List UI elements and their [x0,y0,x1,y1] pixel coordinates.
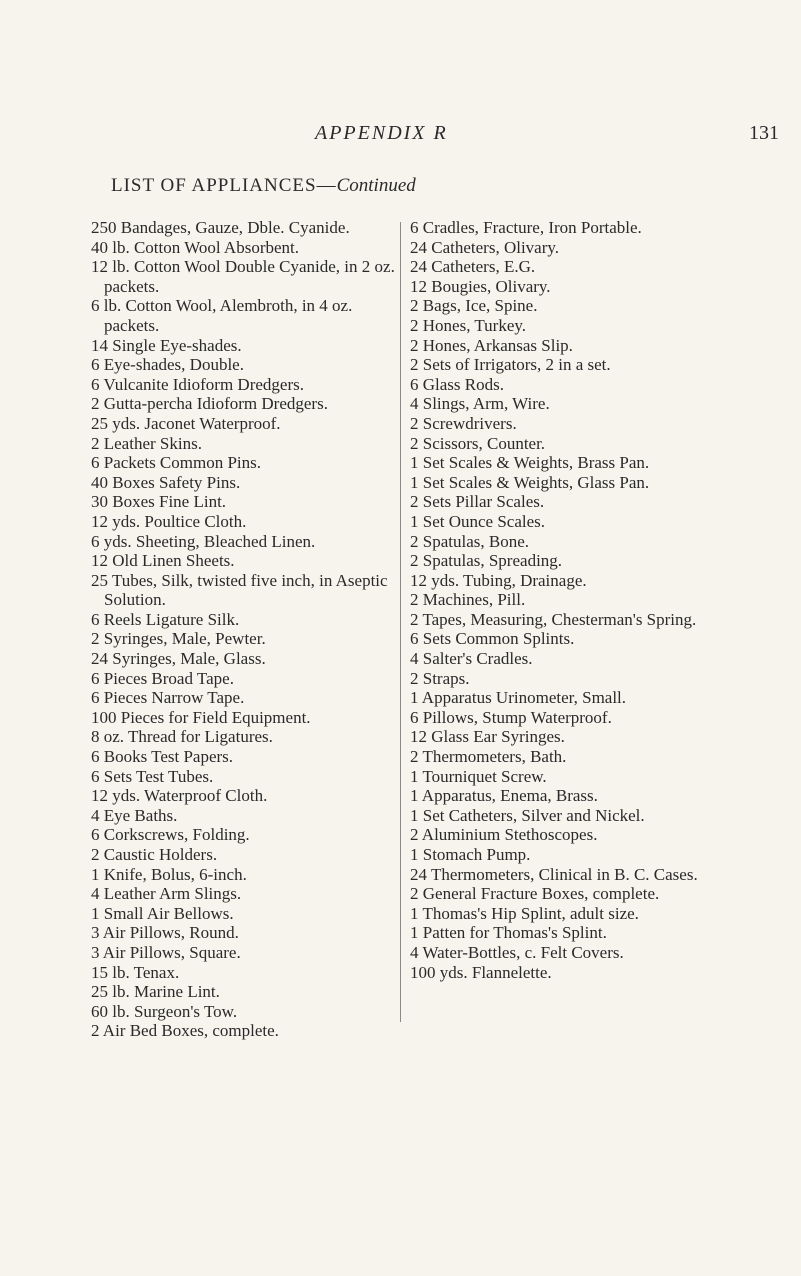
list-item: 2 Straps. [410,668,470,688]
list-item: 2 General Fracture Boxes, complete. [410,884,660,904]
list-item: 6 Reels Ligature Silk. [91,609,240,629]
list-item: 1 Set Catheters, Silver and Nickel. [410,805,645,825]
list-item: 8 oz. Thread for Ligatures. [91,727,273,747]
list-title [111,175,416,197]
list-item: 6 Packets Common Pins. [91,453,262,473]
list-title-dash: — [316,175,337,196]
list-item: 6 Cradles, Fracture, Iron Portable. [410,218,642,237]
list-item: 2 Spatulas, Spreading. [410,551,563,571]
list-item: 4 Leather Arm Slings. [91,884,242,904]
list-item: 24 Catheters, E.G. [410,257,536,277]
right-column-list [410,218,745,982]
list-title-main: LIST OF APPLIANCES [111,175,317,196]
list-item: 1 Set Ounce Scales. [410,511,546,531]
list-item: 2 Hones, Arkansas Slip. [410,335,573,355]
list-item: 12 lb. Cotton Wool Double Cyanide, in 2 oz. packets. [91,257,395,296]
list-item: 40 lb. Cotton Wool Absorbent. [91,237,299,257]
list-item: 2 Machines, Pill. [410,590,526,610]
list-item: 6 Pieces Narrow Tape. [91,688,245,708]
list-item: 2 Air Bed Boxes, complete. [91,1021,279,1041]
list-item: 1 Small Air Bellows. [91,903,234,923]
list-item: 12 Old Linen Sheets. [91,551,235,571]
list-item: 2 Screwdrivers. [410,413,517,433]
list-item: 1 Tourniquet Screw. [410,766,547,786]
list-item: 6 Pieces Broad Tape. [91,668,234,688]
list-item: 25 lb. Marine Lint. [91,982,220,1002]
list-item: 2 Thermometers, Bath. [410,747,567,767]
list-item: 1 Set Scales & Weights, Glass Pan. [410,472,650,492]
list-item: 6 yds. Sheeting, Bleached Linen. [91,531,316,551]
list-item: 100 Pieces for Field Equipment. [91,707,311,727]
list-item: 2 Tapes, Measuring, Chesterman's Spring. [410,609,697,629]
list-item: 12 yds. Poultice Cloth. [91,511,247,531]
list-item: 3 Air Pillows, Square. [91,942,241,962]
list-item: 2 Aluminium Stethoscopes. [410,825,598,845]
list-item: 6 lb. Cotton Wool, Alembroth, in 4 oz. packets. [91,296,353,335]
list-item: 25 yds. Jaconet Waterproof. [91,413,281,433]
list-item: 24 Catheters, Olivary. [410,237,560,257]
list-item: 3 Air Pillows, Round. [91,923,239,943]
list-item: 6 Corkscrews, Folding. [91,825,250,845]
list-item: 100 yds. Flannelette. [410,962,552,982]
list-item: 15 lb. Tenax. [91,962,180,982]
list-item: 250 Bandages, Gauze, Dble. Cyanide. [91,218,350,237]
list-item: 60 lb. Surgeon's Tow. [91,1001,238,1021]
list-item: 1 Apparatus Urinometer, Small. [410,688,627,708]
list-item: 2 Sets Pillar Scales. [410,492,545,512]
list-item: 1 Knife, Bolus, 6-inch. [91,864,247,884]
list-item: 2 Gutta-percha Idioform Dredgers. [91,394,328,414]
list-item: 4 Eye Baths. [91,805,178,825]
list-item: 12 yds. Tubing, Drainage. [410,570,587,590]
list-item: 4 Water-Bottles, c. Felt Covers. [410,942,624,962]
list-item: 1 Thomas's Hip Splint, adult size. [410,903,639,923]
list-item: 2 Leather Skins. [91,433,202,453]
list-item: 2 Caustic Holders. [91,845,218,864]
list-item: 12 Bougies, Olivary. [410,276,551,296]
list-item: 24 Thermometers, Clinical in B. C. Cases. [410,864,698,884]
list-item: 6 Vulcanite Idioform Dredgers. [91,374,304,394]
list-item: 1 Apparatus, Enema, Brass. [410,786,598,806]
list-item: 2 Scissors, Counter. [410,433,546,453]
list-item: 1 Patten for Thomas's Splint. [410,923,607,943]
list-item: 1 Set Scales & Weights, Brass Pan. [410,453,650,473]
list-item: 12 yds. Waterproof Cloth. [91,786,268,806]
running-head-title: APPENDIX R [315,122,448,144]
list-item: 25 Tubes, Silk, twisted five inch, in Aseptic Solution. [91,570,388,610]
list-item: 6 Sets Common Splints. [410,629,575,649]
list-item: 1 Stomach Pump. [410,845,531,864]
page-number: 131 [749,122,779,144]
list-item: 40 Boxes Safety Pins. [91,472,241,492]
running-head [0,122,801,152]
list-item: 14 Single Eye-shades. [91,335,242,355]
list-item: 4 Salter's Cradles. [410,649,533,669]
list-item: 6 Sets Test Tubes. [91,766,214,786]
left-column-list [91,218,396,1041]
list-item: 4 Slings, Arm, Wire. [410,394,550,414]
list-item: 2 Sets of Irrigators, 2 in a set. [410,355,611,375]
list-item: 24 Syringes, Male, Glass. [91,649,266,669]
list-item: 6 Pillows, Stump Waterproof. [410,707,612,727]
list-item: 6 Glass Rods. [410,374,504,394]
list-item: 2 Spatulas, Bone. [410,531,529,551]
column-divider [400,222,401,1022]
list-item: 2 Syringes, Male, Pewter. [91,629,266,649]
list-title-continued: Continued [336,175,416,196]
list-item: 12 Glass Ear Syringes. [410,727,565,747]
list-item: 6 Eye-shades, Double. [91,355,244,375]
list-item: 30 Boxes Fine Lint. [91,492,227,512]
list-item: 2 Bags, Ice, Spine. [410,296,538,316]
list-item: 2 Hones, Turkey. [410,315,527,335]
list-item: 6 Books Test Papers. [91,747,234,767]
